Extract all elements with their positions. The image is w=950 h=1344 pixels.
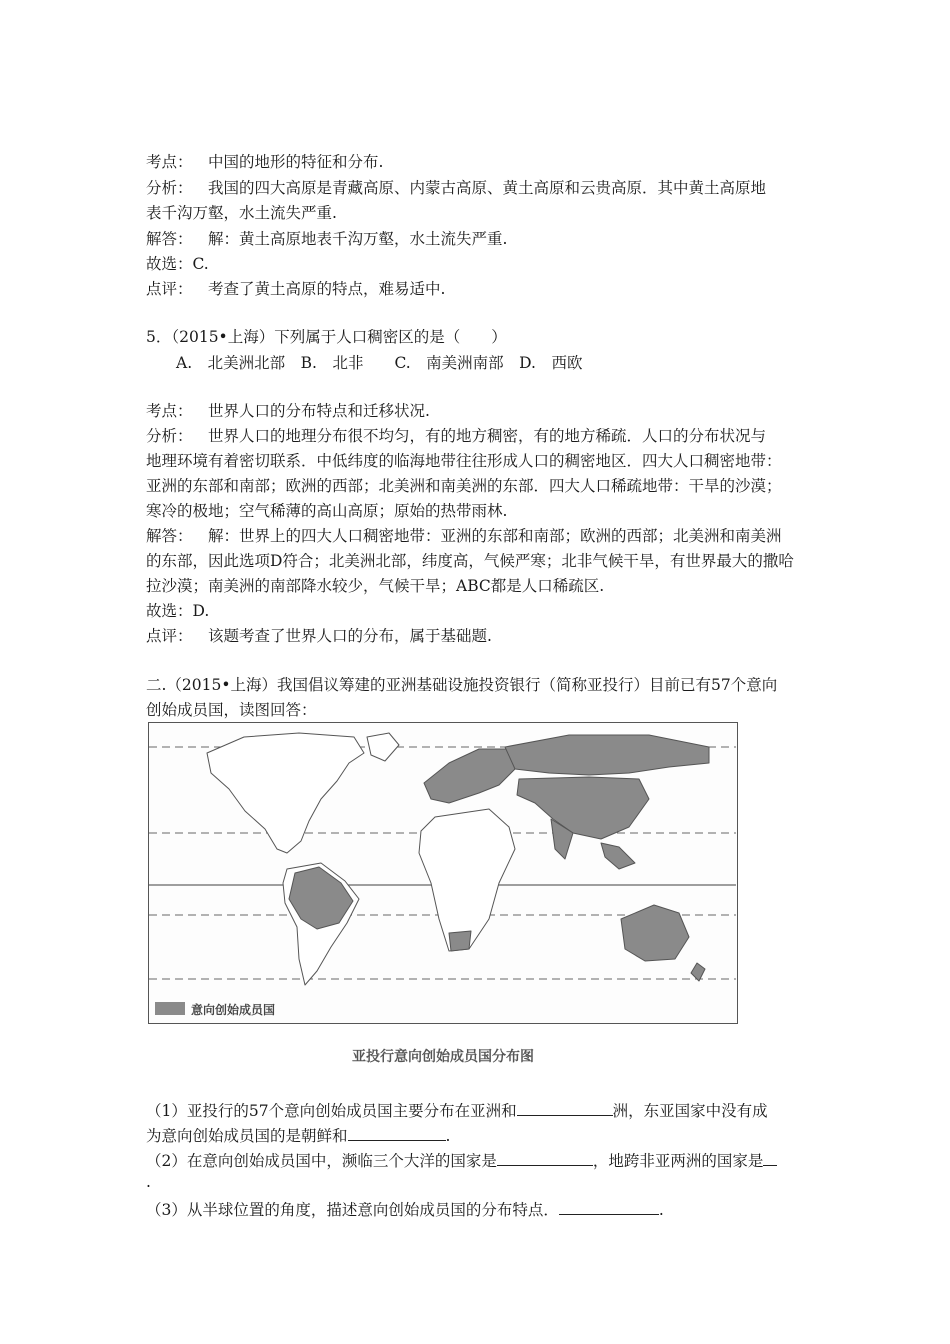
legend-swatch <box>155 1002 185 1015</box>
q3-text-b: . <box>658 1201 664 1219</box>
q2-answer-blank-1[interactable] <box>497 1149 593 1166</box>
q1-answer-blank-2[interactable] <box>348 1124 446 1141</box>
q5-dianping <box>146 625 492 647</box>
q1-text-d: . <box>445 1127 451 1145</box>
australia-shape <box>621 905 689 961</box>
world-map-figure <box>148 722 738 1024</box>
africa-shape <box>419 809 515 951</box>
text: 世界人口的地理分布很不均匀，有的地方稠密，有的地方稀疏．人口的分布状况与 <box>208 427 767 445</box>
north-america-shape <box>207 733 364 853</box>
q4-guxuan: 故选：C. <box>146 255 209 273</box>
text: 中国的地形的特征和分布. <box>208 153 384 171</box>
text: 我国的四大高原是青藏高原、内蒙古高原、黄土高原和云贵高原．其中黄土高原地 <box>208 179 767 197</box>
sub-question-1 <box>146 1099 768 1122</box>
text: 考查了黄土高原的特点，难易适中. <box>208 280 446 298</box>
q2-answer-blank-2[interactable] <box>763 1149 777 1166</box>
q3-answer-blank[interactable] <box>559 1198 659 1215</box>
q5-guxuan: 故选：D. <box>146 602 210 620</box>
label: 点评： <box>146 280 193 298</box>
text: 解：黄土高原地表千沟万壑，水土流失严重. <box>208 230 508 248</box>
q2-text-b: ，地跨非亚两洲的国家是 <box>592 1152 764 1170</box>
world-map <box>149 723 736 1022</box>
label: 解答： <box>146 527 193 545</box>
label: 解答： <box>146 230 193 248</box>
q4-kaodian <box>146 151 383 173</box>
part2-stem: 二.（2015•上海）我国倡议筹建的亚洲基础设施投资银行（简称亚投行）目前已有57个意向 <box>146 676 778 694</box>
q4-fenxi <box>146 177 766 199</box>
south-africa-shape <box>449 931 471 951</box>
russia-shape <box>505 735 709 775</box>
q1-answer-blank-1[interactable] <box>517 1099 613 1116</box>
sub-question-1-cont <box>146 1124 450 1147</box>
label: 考点： <box>146 402 193 420</box>
q5-stem: 5．（2015•上海）下列属于人口稠密区的是（ ） <box>146 328 507 346</box>
q4-jieda <box>146 228 507 250</box>
q5-jieda <box>146 525 782 547</box>
sub-question-2-end: . <box>146 1173 151 1191</box>
new-zealand-shape <box>691 963 705 981</box>
legend-label: 意向创始成员国 <box>191 1003 276 1017</box>
greenland-shape <box>367 733 399 761</box>
part2-stem-2: 创始成员国，读图回答： <box>146 701 317 719</box>
label: 分析： <box>146 179 193 197</box>
q5-kaodian <box>146 400 430 422</box>
q5-options: A. 北美洲北部 B. 北非 C. 南美洲南部 D. 西欧 <box>176 354 583 372</box>
q5-jieda-2: 的东部，因此选项D符合；北美洲北部，纬度高，气候严寒；北非气候干旱，有世界最大的撒哈 <box>146 552 794 570</box>
q5-fenxi-4: 寒冷的极地；空气稀薄的高山高原；原始的热带雨林. <box>146 502 508 520</box>
q2-text-a: （2）在意向创始成员国中，濒临三个大洋的国家是 <box>146 1152 497 1170</box>
q5-jieda-3: 拉沙漠；南美洲的南部降水较少，气候干旱；ABC都是人口稀疏区. <box>146 577 605 595</box>
q4-dianping <box>146 278 445 300</box>
southeast-asia-shape <box>601 843 635 869</box>
sub-question-2 <box>146 1149 777 1172</box>
europe-shape <box>424 749 515 803</box>
text: 解：世界上的四大人口稠密地带：亚洲的东部和南部；欧洲的西部；北美洲和南美洲 <box>208 527 782 545</box>
text: 该题考查了世界人口的分布，属于基础题. <box>208 627 492 645</box>
q1-text-a: （1）亚投行的57个意向创始成员国主要分布在亚洲和 <box>146 1102 517 1120</box>
q4-fenxi-cont: 表千沟万壑，水土流失严重. <box>146 204 337 222</box>
label: 点评： <box>146 627 193 645</box>
map-caption: 亚投行意向创始成员国分布图 <box>352 1049 534 1065</box>
label: 考点： <box>146 153 193 171</box>
sub-question-3 <box>146 1198 664 1221</box>
q1-text-b: 洲，东亚国家中没有成 <box>612 1102 768 1120</box>
q3-text-a: （3）从半球位置的角度，描述意向创始成员国的分布特点． <box>146 1201 559 1219</box>
q1-text-c: 为意向创始成员国的是朝鲜和 <box>146 1127 348 1145</box>
text: 世界人口的分布特点和迁移状况. <box>208 402 430 420</box>
label: 分析： <box>146 427 193 445</box>
q5-fenxi <box>146 425 766 447</box>
q5-fenxi-2: 地理环境有着密切联系．中低纬度的临海地带往往形成人口的稠密地区．四大人口稠密地带： <box>146 452 782 470</box>
q5-fenxi-3: 亚洲的东部和南部；欧洲的西部；北美洲和南美洲的东部．四大人口稀疏地带：干旱的沙漠； <box>146 477 782 495</box>
asia-shape <box>517 777 649 839</box>
